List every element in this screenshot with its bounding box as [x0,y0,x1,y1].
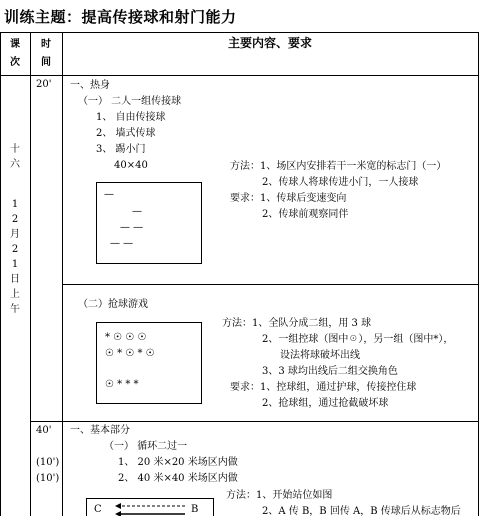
pass-arrows-icon [115,501,191,516]
gate-marker: — — [120,222,144,233]
section2-title: （二）抢球游戏 [78,299,148,310]
two-pass-one-diagram [86,498,214,516]
gate-marker: — — [110,238,134,249]
section1-requirement-2: 2、传球前观察同伴 [262,209,349,220]
header-time-label: 时间 [41,39,51,68]
section1-item-2: 2、 墙式传球 [96,128,156,139]
section1-item-1: 1、 自由传接球 [96,112,166,123]
diagram-row: ☉ * * * [105,379,139,390]
header-lesson-label: 课次 [10,39,20,68]
section1-heading: 一、热身 [70,80,110,91]
section3-subtime-1: (10') [36,457,60,468]
diagram-row: ☉ * ☉ * ☉ [105,348,155,359]
time-col-border [62,32,63,516]
section-divider-1 [62,284,479,285]
ball-grab-diagram [96,322,202,404]
small-gates-diagram [96,182,202,264]
section1-method-2: 2、传球人将球传进小门，一人接球 [262,177,419,188]
section1-time: 20' [36,79,52,90]
section3-method-1: 方法：1、开始站位如图 [226,490,333,501]
section1-subtitle: （一） 二人一组传接球 [78,96,182,107]
section1-requirement-1: 要求：1、传球后变速变向 [230,193,347,204]
header-content-label: 主要内容、要求 [228,36,313,50]
section2-method-2: 2、一组控球（图中☉），另一组（图中*）， [262,334,454,345]
diagram-row: * ☉ ☉ ☉ [105,332,147,343]
section2-requirement-2: 2、抢球组，通过抢截破坏球 [262,398,389,409]
header-bottom-border [0,75,479,76]
section3-subtime-2: (10') [36,473,60,484]
table-left-border [0,32,1,516]
section-divider-2 [30,421,479,422]
table-top-border [0,32,479,33]
lesson-col-border [30,32,31,516]
player-label-c: C [94,504,102,515]
section3-item-2: 2、 40 米×40 米场区内做 [118,473,238,484]
player-label-b: B [191,504,199,515]
section3-item-1: 1、 20 米×20 米场区内做 [118,457,238,468]
section1-method-1: 方法：1、场区内安排若干一米宽的标志门（一） [230,161,447,172]
section2-method-4: 3、3 球均出线后二组交换角色 [262,366,398,377]
gate-marker: — [132,206,142,217]
page-title: 训练主题：提高传接球和射门能力 [4,8,237,26]
section1-item-3: 3、 踢小门 [96,144,146,155]
section2-requirement-1: 要求：1、控球组，通过护球，传接控住球 [230,382,417,393]
section1-field-size: 40×40 [114,160,148,171]
lesson-label: 十 六 1 2 月 2 1 日 上 午 [10,144,20,315]
gate-marker: — [104,189,114,200]
section3-heading: 一、基本部分 [70,425,130,436]
section3-subtitle: （一） 循环二过一 [104,441,188,452]
section2-method-3: 设法将球破坏出线 [280,350,360,361]
section2-method-1: 方法：1、全队分成二组，用 3 球 [222,318,372,329]
section3-method-2: 2、A 传 B，B 回传 A，B 传球后从标志物后 [262,506,461,516]
section3-time: 40' [36,425,52,436]
